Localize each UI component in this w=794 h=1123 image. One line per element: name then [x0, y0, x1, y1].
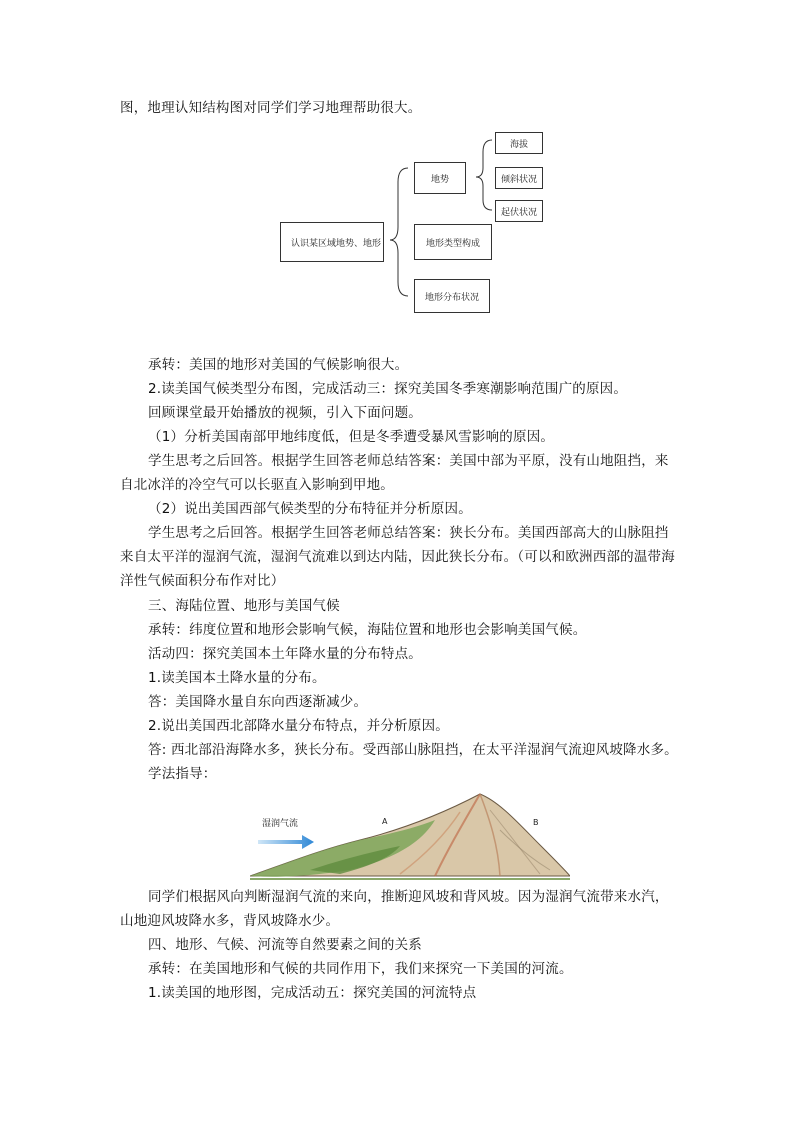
mountain-illustration [250, 790, 570, 880]
branch-node-landform-distribution: 地形分布状况 [414, 279, 490, 313]
paragraph-method-guide: 学法指导： [148, 766, 217, 782]
intro-text: 图，地理认知结构图对同学们学习地理帮助很大。 [120, 100, 422, 116]
paragraph-answer-3: 答：美国降水量自东向西逐渐减少。 [148, 694, 368, 710]
wind-arrow-icon [258, 835, 314, 849]
paragraph-transition-1: 承转：美国的地形对美国的气候影响很大。 [148, 357, 409, 373]
paragraph-question-1: （1）分析美国南部甲地纬度低，但是冬季遭受暴风雪影响的原因。 [148, 429, 555, 445]
branch-node-landform-types: 地形类型构成 [414, 224, 492, 260]
paragraph-transition-3: 承转：在美国地形和气候的共同作用下，我们来探究一下美国的河流。 [148, 961, 573, 977]
paragraph-answer-2: 学生思考之后回答。根据学生回答老师总结答案：狭长分布。美国西部高大的山脉阻挡来自太平洋的湿润气流，湿润气流难以到达内陆，因此狭长分布。（可以和欧洲西部的温带海洋性气候面积分布作对比） [120, 525, 675, 589]
section-heading-3: 三、海陆位置、地形与美国气候 [148, 598, 340, 614]
paragraph-activity-5: 1.读美国的地形图，完成活动五：探究美国的河流特点 [148, 985, 477, 1001]
section-heading-4: 四、地形、气候、河流等自然要素之间的关系 [148, 937, 422, 953]
paragraph-method-explanation: 同学们根据风向判断湿润气流的来向，推断迎风坡和背风坡。因为湿润气流带来水汽，山地迎风坡降水多，背风坡降水少。 [120, 889, 669, 929]
sub-node-altitude: 海拔 [495, 132, 543, 154]
root-node: 认识某区域地势、地形 [280, 222, 384, 262]
slope-b-label: B [533, 818, 539, 827]
paragraph-review: 回顾课堂最开始播放的视频，引入下面问题。 [148, 405, 422, 421]
paragraph-item-2: 2.说出美国西北部降水量分布特点，并分析原因。 [148, 718, 449, 734]
paragraph-activity-3: 2.读美国气候类型分布图，完成活动三：探究美国冬季寒潮影响范围广的原因。 [148, 381, 628, 397]
wind-label: 湿润气流 [262, 819, 299, 829]
paragraph-answer-1: 学生思考之后回答。根据学生回答老师总结答案：美国中部为平原，没有山地阻挡，来自北冰洋的冷空气可以长驱直入影响到甲地。 [120, 453, 669, 493]
paragraph-activity-4: 活动四：探究美国本土年降水量的分布特点。 [148, 646, 422, 662]
mountain-drawing [250, 790, 570, 880]
slope-a-label: A [382, 817, 388, 826]
concept-map-diagram [280, 132, 550, 317]
paragraph-item-1: 1.读美国本土降水量的分布。 [148, 670, 326, 686]
paragraph-transition-2: 承转：纬度位置和地形会影响气候，海陆位置和地形也会影响美国气候。 [148, 622, 587, 638]
branch-node-terrain: 地势 [414, 162, 466, 194]
paragraph-question-2: （2）说出美国西部气候类型的分布特征并分析原因。 [148, 501, 472, 517]
paragraph-answer-4: 答: 西北部沿海降水多，狭长分布。受西部山脉阻挡，在太平洋湿润气流迎风坡降水多。 [148, 742, 678, 758]
sub-node-relief: 起伏状况 [495, 200, 543, 222]
sub-node-slope: 倾斜状况 [495, 167, 543, 189]
